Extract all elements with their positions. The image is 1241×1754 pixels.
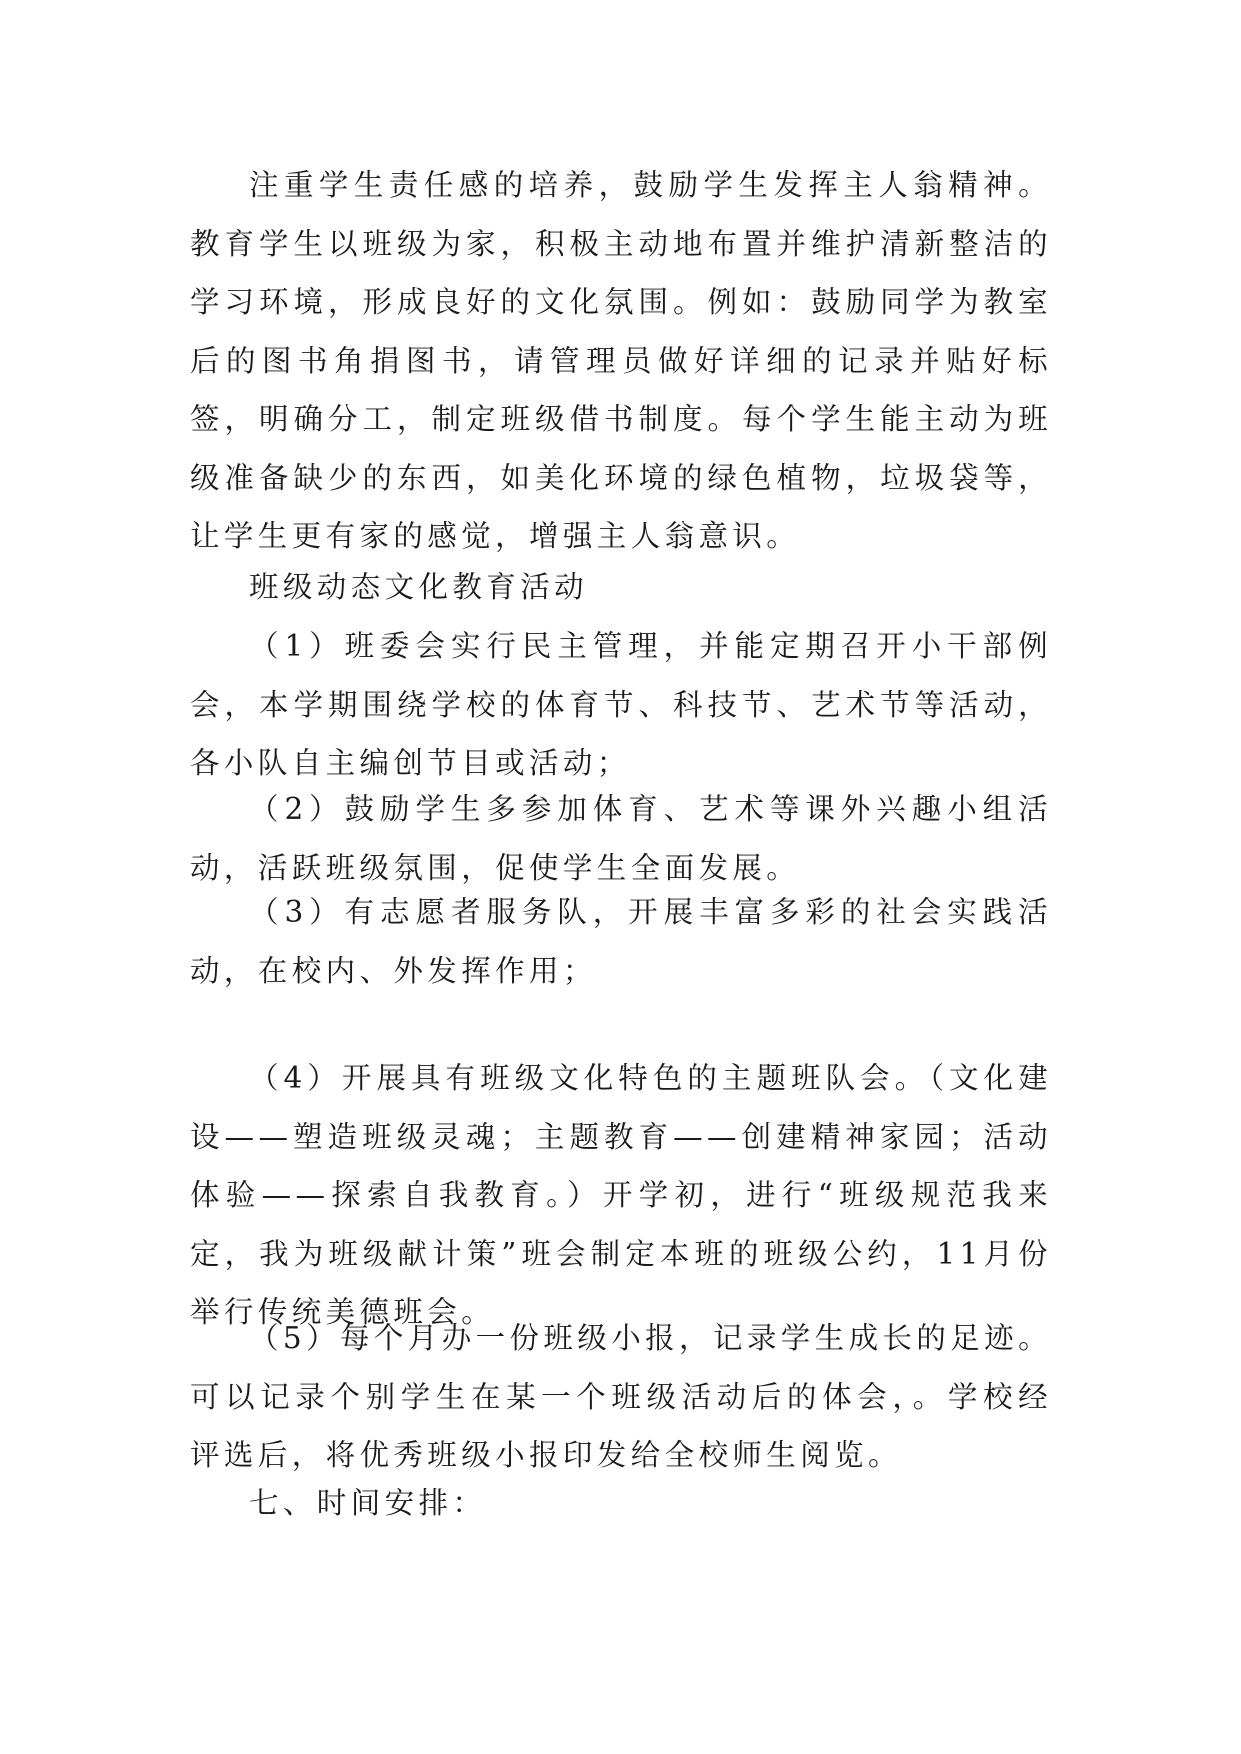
paragraph-item-1: （1）班委会实行民主管理，并能定期召开小干部例会，本学期围绕学校的体育节、科技节、艺术节等活动，各小队自主编创节目或活动；: [190, 629, 1052, 780]
paragraph-dynamic-culture-heading: 班级动态文化教育活动: [249, 570, 589, 604]
paragraph-item-2: （2）鼓励学生多参加体育、艺术等课外兴趣小组活动，活跃班级氛围，促使学生全面发展。: [190, 792, 1052, 885]
paragraph-class-culture-responsibility: 注重学生责任感的培养，鼓励学生发挥主人翁精神。教育学生以班级为家，积极主动地布置并维护清新整洁的学习环境，形成良好的文化氛围。例如：鼓励同学为教室后的图书角捐图书，请管理员做好详细的记录并贴好标签，明确分工，制定班级借书制度。每个学生能主动为班级准备缺少的东西，如美化环境的绿色植物，垃圾袋等，让学生更有家的感觉，增强主人翁意识。: [190, 168, 1052, 553]
paragraph-item-4: （4）开展具有班级文化特色的主题班队会。（文化建设——塑造班级灵魂；主题教育——创建精神家园；活动体验——探索自我教育。）开学初，进行“班级规范我来定，我为班级献计策”班会制定本班的班级公约，11月份举行传统美德班会。: [190, 1061, 1052, 1329]
paragraph-item-5: （5）每个月办一份班级小报，记录学生成长的足迹。可以记录个别学生在某一个班级活动后的体会，。学校经评选后，将优秀班级小报印发给全校师生阅览。: [190, 1321, 1052, 1472]
section-heading-schedule: 七、时间安排：: [249, 1486, 487, 1520]
paragraph-item-3: （3）有志愿者服务队，开展丰富多彩的社会实践活动，在校内、外发挥作用；: [190, 895, 1052, 988]
